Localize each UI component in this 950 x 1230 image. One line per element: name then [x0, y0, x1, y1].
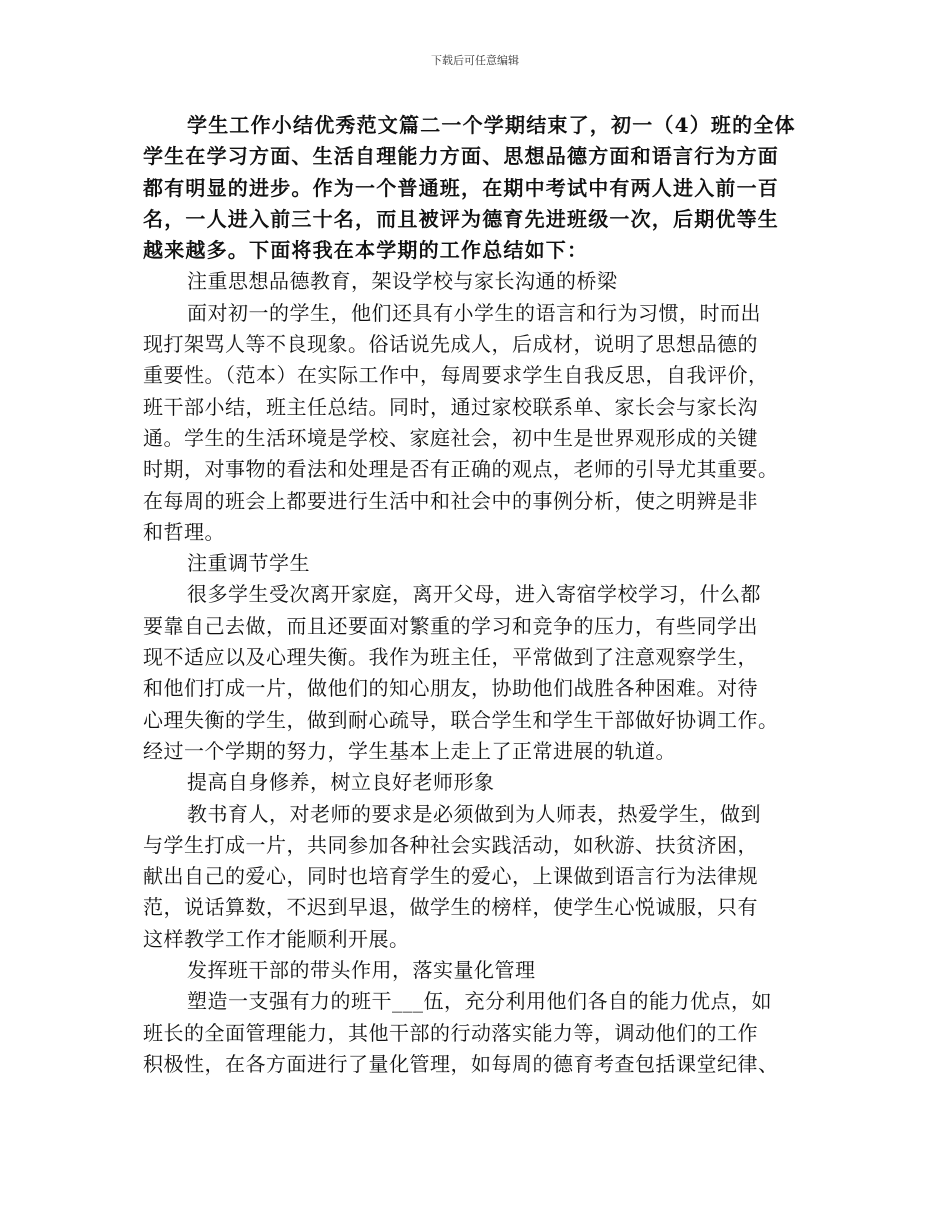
paragraph-line: 班长的全面管理能力，其他干部的行动落实能力等，调动他们的工作 — [143, 1020, 758, 1045]
paragraph-line: 重要性。（范本）在实际工作中，每周要求学生自我反思，自我评价， — [143, 363, 769, 388]
paragraph-line: 要靠自己去做，而且还要面对繁重的学习和竞争的压力，有些同学出 — [143, 613, 758, 638]
document-body — [143, 110, 813, 1080]
intro-line: 学生在学习方面、生活自理能力方面、思想品德方面和语言行为方面 — [143, 144, 779, 169]
section-heading: 注重思想品德教育，架设学校与家长沟通的桥梁 — [187, 269, 618, 294]
intro-line: 名，一人进入前三十名，而且被评为德育先进班级一次，后期优等生 — [143, 206, 779, 231]
section-moral-education — [143, 266, 813, 548]
intro-paragraph — [143, 110, 813, 266]
paragraph-line: 通。学生的生活环境是学校、家庭社会，初中生是世界观形成的关键 — [143, 425, 758, 450]
paragraph-line: 教书育人，对老师的要求是必须做到为人师表，热爱学生，做到 — [187, 801, 761, 826]
intro-line: 都有明显的进步。作为一个普通班，在期中考试中有两人进入前一百 — [143, 175, 779, 200]
paragraph-line: 积极性，在各方面进行了量化管理，如每周的德育考查包括课堂纪律、 — [143, 1051, 779, 1076]
section-student-adjustment — [143, 548, 813, 767]
section-teacher-image — [143, 767, 813, 955]
intro-line: 越来越多。下面将我在本学期的工作总结如下： — [143, 238, 589, 263]
page-header: 下载后可任意编辑 — [431, 54, 519, 67]
paragraph-line: 这样教学工作才能顺利开展。 — [143, 926, 410, 951]
paragraph-line: 班干部小结，班主任总结。同时，通过家校联系单、家长会与家长沟 — [143, 394, 758, 419]
section-heading: 注重调节学生 — [187, 551, 310, 576]
paragraph-line: 现打架骂人等不良现象。俗话说先成人，后成材，说明了思想品德的 — [143, 332, 758, 357]
section-class-cadres — [143, 955, 813, 1080]
paragraph-line: 和他们打成一片，做他们的知心朋友，协助他们战胜各种困难。对待 — [143, 676, 758, 701]
paragraph-line: 时期，对事物的看法和处理是否有正确的观点，老师的引导尤其重要。 — [143, 457, 779, 482]
paragraph-line: 和哲理。 — [143, 519, 225, 544]
paragraph-line: 心理失衡的学生，做到耐心疏导，联合学生和学生干部做好协调工作。 — [143, 707, 779, 732]
paragraph-line: 献出自己的爱心，同时也培育学生的爱心，上课做到语言行为法律规 — [143, 864, 758, 889]
paragraph-line: 塑造一支强有力的班干___伍，充分利用他们各自的能力优点，如 — [187, 989, 772, 1014]
paragraph-line: 现不适应以及心理失衡。我作为班主任，平常做到了注意观察学生， — [143, 645, 758, 670]
intro-line: 学生工作小结优秀范文篇二一个学期结束了，初一（4）班的全体 — [187, 113, 796, 137]
section-heading: 提高自身修养，树立良好老师形象 — [187, 770, 495, 795]
section-heading: 发挥班干部的带头作用，落实量化管理 — [187, 958, 536, 983]
paragraph-line: 范，说话算数，不迟到早退，做学生的榜样，使学生心悦诚服，只有 — [143, 895, 758, 920]
paragraph-line: 面对初一的学生，他们还具有小学生的语言和行为习惯，时而出 — [187, 300, 761, 325]
paragraph-line: 很多学生受次离开家庭，离开父母，进入寄宿学校学习，什么都 — [187, 582, 761, 607]
paragraph-line: 在每周的班会上都要进行生活中和社会中的事例分析，使之明辨是非 — [143, 488, 758, 513]
paragraph-line: 经过一个学期的努力，学生基本上走上了正常进展的轨道。 — [143, 738, 676, 763]
paragraph-line: 与学生打成一片，共同参加各种社会实践活动，如秋游、扶贫济困， — [143, 832, 758, 857]
